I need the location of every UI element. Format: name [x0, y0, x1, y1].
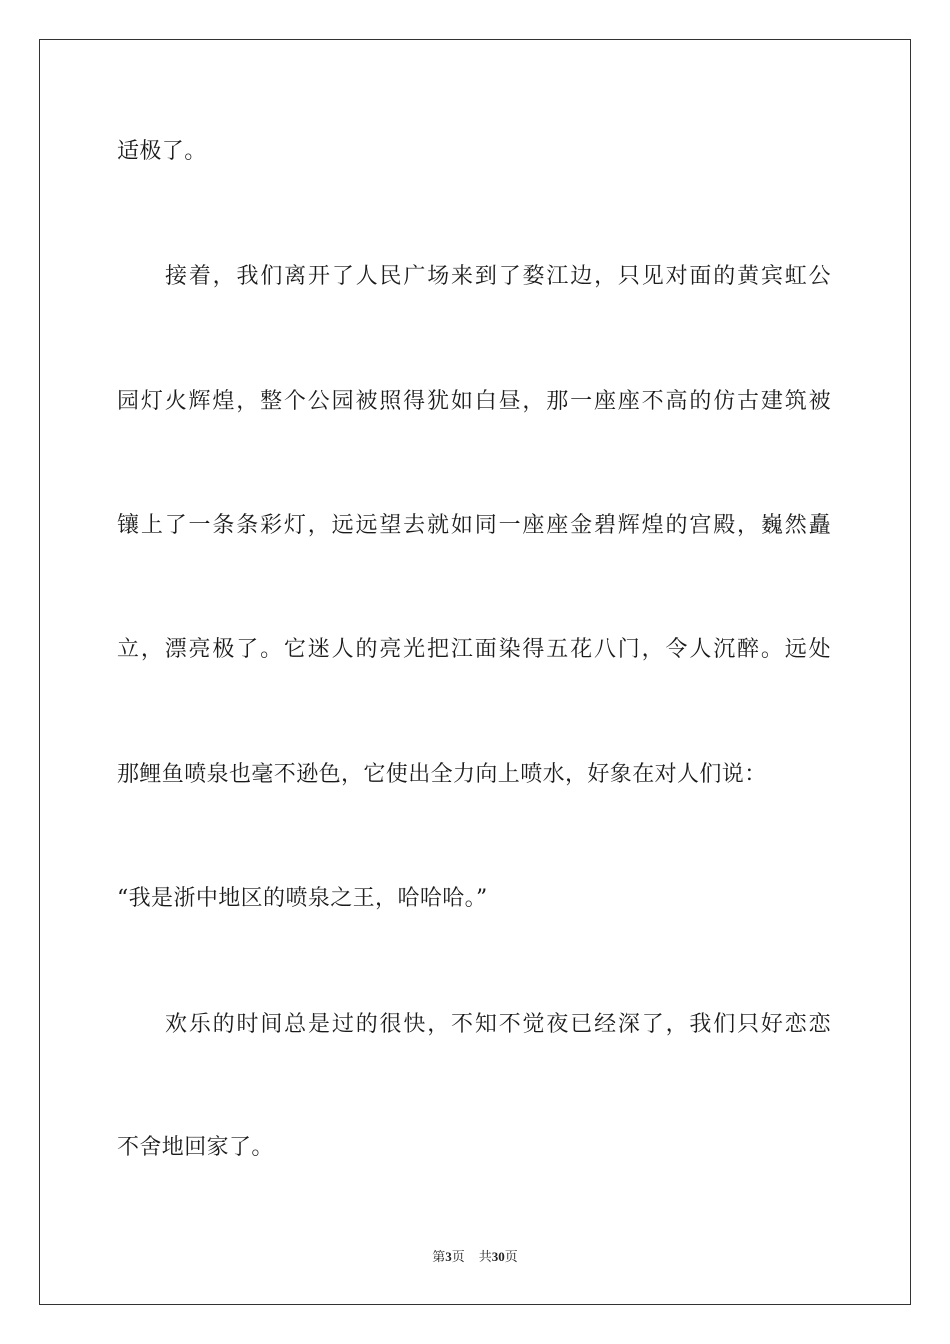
total-suffix: 页 [504, 1249, 518, 1264]
page-number: 3 [445, 1249, 452, 1264]
text-line-7: “我是浙中地区的喷泉之王，哈哈哈。” [117, 886, 488, 911]
page-prefix: 第 [432, 1249, 446, 1264]
text-line-9: 不舍地回家了。 [117, 1135, 274, 1160]
text-line-4: 镶上了一条条彩灯，远远望去就如同一座座金碧辉煌的宫殿，巍然矗 [117, 513, 831, 538]
text-line-8: 欢乐的时间总是过的很快，不知不觉夜已经深了，我们只好恋恋 [165, 1012, 831, 1037]
total-pages: 30 [491, 1249, 505, 1264]
page-border [39, 39, 911, 1305]
text-line-6: 那鲤鱼喷泉也毫不逊色，它使出全力向上喷水，好象在对人们说： [117, 762, 767, 787]
text-line-1: 适极了。 [117, 139, 207, 164]
page-footer [0, 1248, 950, 1266]
text-line-2: 接着，我们离开了人民广场来到了婺江边，只见对面的黄宾虹公 [165, 264, 831, 289]
total-prefix: 共 [478, 1249, 492, 1264]
text-line-5: 立，漂亮极了。它迷人的亮光把江面染得五花八门，令人沉醉。远处 [117, 637, 831, 662]
text-line-3: 园灯火辉煌，整个公园被照得犹如白昼，那一座座不高的仿古建筑被 [117, 389, 831, 414]
page-suffix: 页 [451, 1249, 465, 1264]
